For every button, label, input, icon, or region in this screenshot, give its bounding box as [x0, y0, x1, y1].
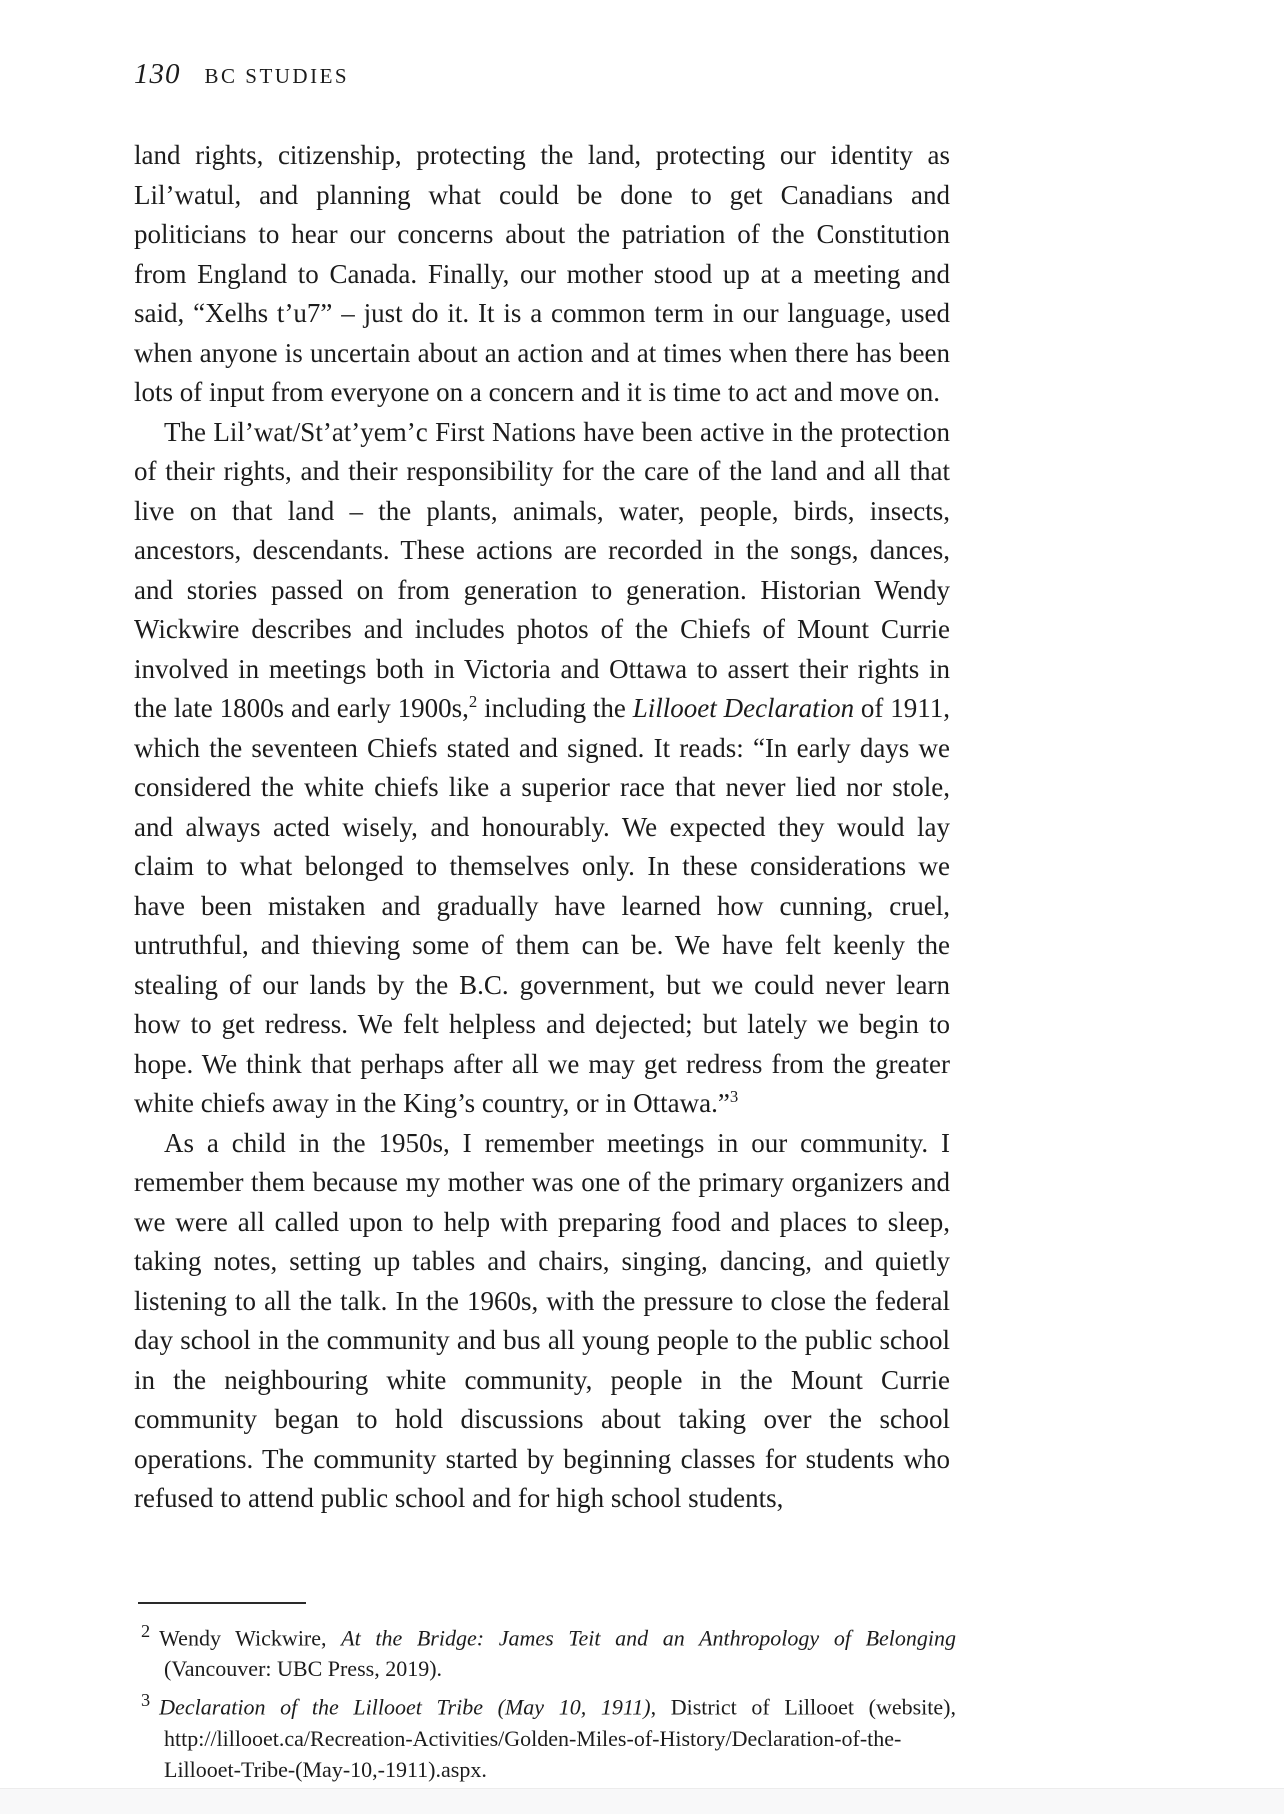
text-run: including the: [477, 693, 633, 723]
viewer-bottom-band: [0, 1788, 1284, 1814]
footnote-separator-rule: [138, 1602, 306, 1604]
running-head: [134, 58, 950, 91]
body-paragraph: [134, 413, 950, 1124]
text-run: Declaration of the Lillooet Tribe (May 10, 1911): [159, 1694, 651, 1720]
footnote-reference: 3: [729, 1087, 739, 1106]
footnote-number: 2: [141, 1621, 151, 1641]
text-run: , District of Lillooet (website), http://lillooet.ca/Recreation-Activities/Golden-Miles-of-History/Declaration-of-the-Lillooet-Tribe-(May-10,-1911).aspx.: [164, 1694, 956, 1782]
footnote: [141, 1616, 956, 1684]
text-run: At the Bridge: James Teit and an Anthropology of Belonging: [341, 1625, 956, 1651]
text-run: land rights, citizenship, protecting the land, protecting our identity as Lil’watul, and planning what could be done to get Canadians and politicians to hear our concerns about the patriation of the Constitution from England to Canada. Finally, our mother stood up at a meeting and said, “Xelhs t’u7” – just do it. It is a common term in our language, used when anyone is uncertain about an action and at times when there has been lots of input from everyone on a concern and it is time to act and move on.: [134, 140, 950, 407]
text-run: Lillooet Declaration: [632, 693, 855, 723]
journal-title: BC STUDIES: [204, 64, 350, 88]
article-body: [134, 136, 950, 1519]
body-paragraph: [134, 1124, 950, 1519]
text-run: Wendy Wickwire,: [159, 1625, 342, 1651]
footnote: [141, 1685, 956, 1784]
footnote-number: 3: [141, 1690, 151, 1711]
page-number: 130: [134, 58, 181, 90]
text-run: of 1911, which the seventeen Chiefs stated and signed. It reads: “In early days we considered the white chiefs like a superior race that never lied nor stole, and always acted wisely, and honourably. We expected they would lay claim to what belonged to themselves only. In these considerations we have been mistaken and gradually have learned how cunning, cruel, untruthful, and thieving some of them can be. We have felt keenly the stealing of our lands by the B.C. government, but we could never learn how to get redress. We felt helpless and dejected; but lately we begin to hope. We think that perhaps after all we may get redress from the greater white chiefs away in the King’s country, or in Ottawa.”: [134, 693, 950, 1118]
text-run: (Vancouver: UBC Press, 2019).: [164, 1656, 443, 1682]
text-run: The Lil’wat/St’at’yem’c First Nations have been active in the protection of their rights, and their responsibility for the care of the land and all that live on that land – the plants, animals, water, people, birds, insects, ancestors, descendants. These actions are recorded in the songs, dances, and stories passed on from generation to generation. Historian Wendy Wickwire describes and includes photos of the Chiefs of Mount Currie involved in meetings both in Victoria and Ottawa to assert their rights in the late 1800s and early 1900s,: [134, 416, 950, 723]
footnote-section: [134, 1562, 956, 1786]
footnote-list: [134, 1616, 956, 1785]
body-paragraph: [134, 136, 950, 413]
footnote-reference: 2: [468, 692, 478, 711]
text-run: As a child in the 1950s, I remember meetings in our community. I remember them because my mother was one of the primary organizers and we were all called upon to help with preparing food and places to sleep, taking notes, setting up tables and chairs, singing, dancing, and quietly listening to all the talk. In the 1960s, with the pressure to close the federal day school in the community and bus all young people to the public school in the neighbouring white community, people in the Mount Currie community began to hold discussions about taking over the school operations. The community started by beginning classes for students who refused to attend public school and for high school students,: [134, 1127, 950, 1513]
